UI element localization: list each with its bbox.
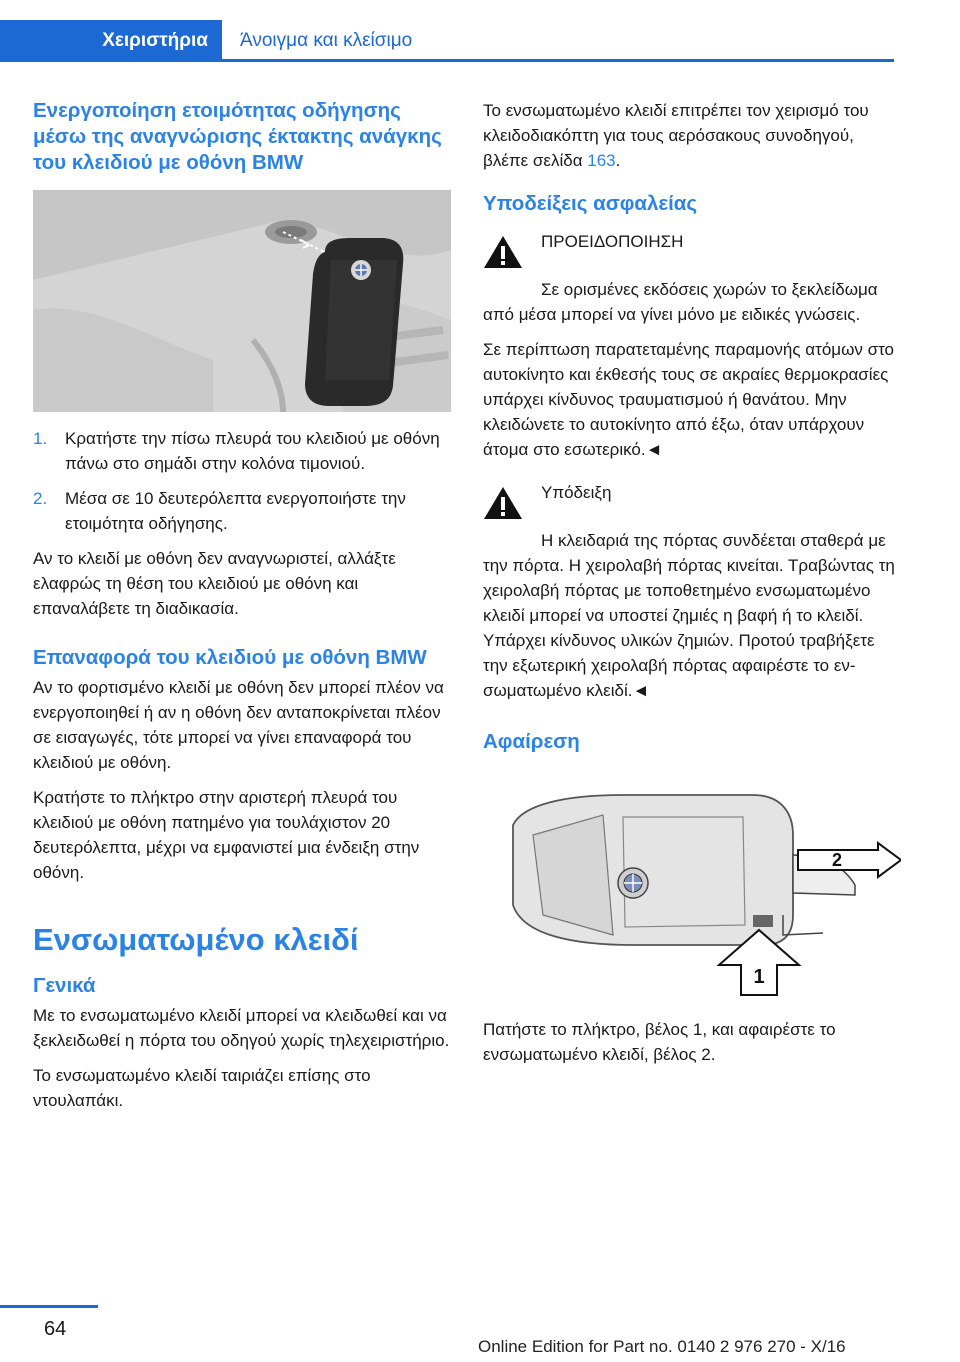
- page-header: [0, 0, 960, 62]
- warning-triangle-icon: [483, 235, 523, 269]
- arrow-2-label: 2: [831, 850, 843, 870]
- tab-controls[interactable]: Χειριστήρια: [0, 20, 222, 62]
- heading-removal: Αφαίρεση: [483, 730, 580, 753]
- paragraph-reset-instructions: Κρατήστε το πλήκτρο στην αριστερή πλευρά του κλειδιού με οθόνη πατημένο για τουλάχιστον 20 δευτερόλεπτα, μέχρι να εμφανιστεί μια ένδειξη στην οθόνη.: [33, 788, 420, 882]
- note-text: [483, 528, 901, 703]
- list-item: [33, 486, 451, 536]
- airbag-text-suffix: .: [615, 151, 621, 170]
- warning-text-first: [483, 277, 901, 327]
- tab-opening-closing[interactable]: Άνοιγμα και κλείσιμο: [240, 30, 413, 51]
- step-text: Κρατήστε την πίσω πλευρά του κλειδιού με οθόνη πάνω στο σημάδι στην κολόνα τιμονιού.: [65, 429, 440, 473]
- heading-general: Γενικά: [33, 974, 96, 997]
- right-column: [483, 98, 901, 1077]
- paragraph-airbag-switch: [483, 98, 901, 173]
- paragraph-integrated-key-lock: Με το ενσωματωμένο κλειδί μπορεί να κλειδωθεί και να ξεκλειδωθεί η πόρτα του οδηγού χωρίς τηλεχειριστήριο.: [33, 1006, 450, 1050]
- paragraph-removal-instructions: Πατήστε το πλήκτρο, βέλος 1, και αφαιρέστε το ενσωματωμένο κλειδί, βέλος 2.: [483, 1020, 836, 1064]
- key-steering-column-illustration: [33, 190, 451, 412]
- note-title: Υπόδειξη: [541, 483, 612, 502]
- left-column: [33, 98, 451, 1123]
- heading-safety-notes: Υποδείξεις ασφαλείας: [483, 192, 698, 215]
- warning-block: [483, 229, 901, 279]
- warning-first-line: Σε ορισμένες εκδόσεις χωρών το ξεκλείδωμα από μέσα μπορεί να γίνει μόνο με ειδικές γνώσεις.: [483, 280, 878, 324]
- paragraph-reset-intro: Αν το φορτισμένο κλειδί με οθόνη δεν μπορεί πλέον να ενεργοποιηθεί ή αν η οθόνη δεν ανταποκρίνεται πλέον σε εισαγωγές, τότε μπορεί να γίνει επαναφορά του κλειδιού με οθόνη.: [33, 678, 444, 772]
- heading-reset-key: Επαναφορά του κλειδιού με οθόνη BMW: [33, 646, 427, 669]
- step-number: 1.: [33, 429, 48, 448]
- page-number: 64: [44, 1318, 67, 1340]
- key-removal-illustration: [483, 765, 901, 1005]
- page-reference-link[interactable]: 163: [587, 151, 616, 170]
- footer-edition: Online Edition for Part no. 0140 2 976 270 - X/16: [478, 1337, 846, 1356]
- list-item: [33, 426, 451, 476]
- steps-list: [33, 426, 451, 536]
- header-rule: [222, 59, 894, 62]
- figure-key-removal: [483, 765, 901, 1005]
- figure-key-on-steering-column: [33, 190, 451, 412]
- paragraph-reposition-key: Αν το κλειδί με οθόνη δεν αναγνωριστεί, αλλάξτε ελαφρώς τη θέση του κλειδιού με οθόνη και επαναλάβετε τη διαδικασία.: [33, 549, 396, 618]
- footer-rule: [0, 1305, 98, 1308]
- step-number: 2.: [33, 489, 48, 508]
- airbag-text: Το ενσωματωμένο κλειδί επιτρέπει τον χειρισμό του κλειδοδιακόπτη για τους αερόσακους συνοδηγού, βλέπε σελίδα: [483, 101, 869, 170]
- heading-emergency-detection: Ενεργοποίηση ετοιμότητας οδήγησης μέσω της αναγνώρισης έκτακτης ανάγκης του κλειδιού με οθόνη BMW: [33, 99, 442, 174]
- note-block: [483, 480, 901, 530]
- step-text: Μέσα σε 10 δευτερόλεπτα ενεργοποιήστε την ετοιμότητα οδήγησης.: [65, 489, 406, 533]
- warning-text-body: Σε περίπτωση παρατεταμένης παραμονής ατόμων στο αυτοκίνητο και έκθεσής τους σε ακραίες θερμοκρασίες υπάρχει κίνδυνος τραυματισμού ή θανάτου. Μην κλειδώνετε το αυτοκίνητο από έξω, όταν υπάρχουν άτομα στο εσωτερικό.◄: [483, 340, 895, 459]
- paragraph-glovebox: Το ενσωματωμένο κλειδί ταιριάζει επίσης στο ντουλαπάκι.: [33, 1066, 371, 1110]
- arrow-1-label: 1: [753, 966, 765, 988]
- heading-integrated-key: Ενσωματωμένο κλειδί: [33, 922, 359, 957]
- warning-title: ΠΡΟΕΙΔΟΠΟΙΗΣΗ: [541, 232, 684, 251]
- note-body: Η κλειδαριά της πόρτας συνδέεται σταθερά με την πόρτα. Η χειρολαβή πόρτας κινείται. Τραβώντας τη χειρολαβή πόρτας με τοποθετημένο ενσωματωμένο κλειδί μπορεί να υποστεί ζημιές η βαφή ή το κλειδί. Υπάρχει κίνδυνος υλικών ζημιών. Προτού τραβήξετε την εξωτερική χειρολαβή πόρτας αφαιρέστε το ενσωματωμένο κλειδί.◄: [483, 531, 895, 700]
- note-triangle-icon: [483, 486, 523, 520]
